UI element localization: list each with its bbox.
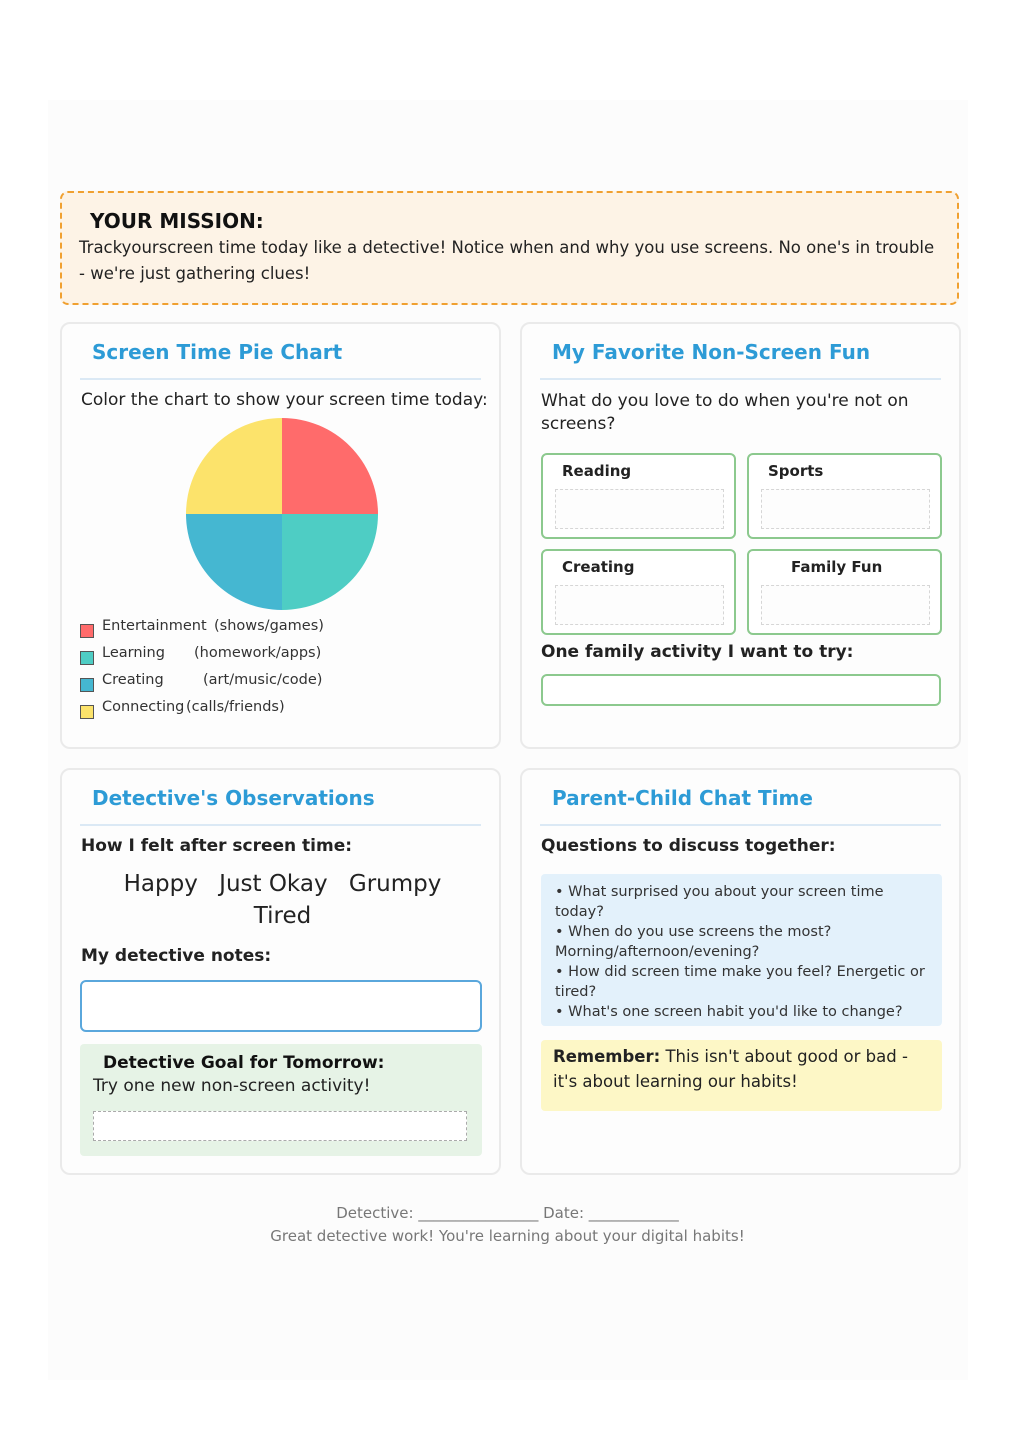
parent-child-chat-card xyxy=(520,768,961,1175)
activity-label: Creating xyxy=(562,558,635,576)
legend-detail: (calls/friends) xyxy=(186,699,285,715)
feeling-tired[interactable]: Tired xyxy=(253,903,312,929)
remember-text: This isn't about good or bad - it's about learning our habits! xyxy=(553,1047,908,1091)
goal-box xyxy=(80,1044,482,1156)
pie-instruction: Color the chart to show your screen time today: xyxy=(81,390,488,410)
detective-notes-field[interactable] xyxy=(80,980,482,1032)
chat-title: Parent-Child Chat Time xyxy=(552,786,813,810)
legend-item xyxy=(80,643,480,670)
activity-write-area[interactable] xyxy=(761,489,930,529)
title-divider xyxy=(540,378,941,380)
activity-box-family-fun xyxy=(747,549,942,635)
pie-slice-learning[interactable] xyxy=(282,514,378,610)
legend-item xyxy=(80,697,480,724)
activity-label: Family Fun xyxy=(791,558,883,576)
chat-subtitle: Questions to discuss together: xyxy=(541,836,836,856)
title-divider xyxy=(540,824,941,826)
activity-write-area[interactable] xyxy=(555,489,724,529)
feeling-just-okay[interactable]: Just Okay xyxy=(219,871,328,897)
pie-slice-connecting[interactable] xyxy=(186,418,282,514)
felt-label: How I felt after screen time: xyxy=(81,836,353,856)
pie-slice-entertainment[interactable] xyxy=(282,418,378,514)
activity-label: Sports xyxy=(768,462,824,480)
screen-time-pie-chart[interactable] xyxy=(184,416,380,612)
legend-item xyxy=(80,616,480,643)
activity-box-reading xyxy=(541,453,736,539)
mission-title: YOUR MISSION: xyxy=(90,209,264,233)
fun-card-title: My Favorite Non-Screen Fun xyxy=(552,340,871,364)
mission-text: Trackyourscreen time today like a detective! Notice when and why you use screens. No one's in trouble - we're just gathering clues! xyxy=(79,238,935,283)
mission-box xyxy=(60,191,959,305)
question-item: • When do you use screens the most? Morning/afternoon/evening? xyxy=(555,924,832,960)
goal-write-area[interactable] xyxy=(93,1111,467,1141)
goal-title: Detective Goal for Tomorrow: xyxy=(103,1053,385,1073)
questions-box xyxy=(541,874,942,1026)
legend-label: Connecting xyxy=(102,699,185,715)
title-divider xyxy=(80,378,481,380)
pie-chart-card xyxy=(60,322,501,749)
family-activity-label: One family activity I want to try: xyxy=(541,642,854,662)
question-item: • What's one screen habit you'd like to change? xyxy=(555,1004,903,1020)
pie-legend xyxy=(80,616,480,724)
title-divider xyxy=(80,824,481,826)
activity-box-creating xyxy=(541,549,736,635)
activity-box-sports xyxy=(747,453,942,539)
remember-note xyxy=(541,1040,942,1111)
footer-message: Great detective work! You're learning about your digital habits! xyxy=(270,1227,745,1245)
notes-label: My detective notes: xyxy=(81,946,272,966)
activity-write-area[interactable] xyxy=(555,585,724,625)
observations-title: Detective's Observations xyxy=(92,786,375,810)
legend-detail: (art/music/code) xyxy=(203,672,323,688)
legend-swatch xyxy=(80,624,94,638)
legend-swatch xyxy=(80,678,94,692)
feeling-grumpy[interactable]: Grumpy xyxy=(348,871,442,897)
legend-swatch xyxy=(80,705,94,719)
legend-label: Creating xyxy=(102,672,164,688)
pie-slice-creating[interactable] xyxy=(186,514,282,610)
legend-detail: (homework/apps) xyxy=(194,645,322,661)
legend-label: Entertainment xyxy=(102,618,207,634)
question-item: • How did screen time make you feel? Energetic or tired? xyxy=(555,964,925,1000)
signature-line: Detective: ________________ Date: ____________ xyxy=(336,1204,679,1222)
activity-label: Reading xyxy=(562,462,632,480)
question-item: • What surprised you about your screen time today? xyxy=(555,884,884,920)
family-activity-field[interactable] xyxy=(541,674,941,706)
fun-question: What do you love to do when you're not on screens? xyxy=(541,391,909,434)
goal-text: Try one new non-screen activity! xyxy=(93,1076,371,1096)
legend-label: Learning xyxy=(102,645,165,661)
pie-card-title: Screen Time Pie Chart xyxy=(92,340,343,364)
observations-card xyxy=(60,768,501,1175)
feelings-options xyxy=(62,868,503,932)
legend-item xyxy=(80,670,480,697)
feeling-happy[interactable]: Happy xyxy=(123,871,198,897)
activity-write-area[interactable] xyxy=(761,585,930,625)
remember-label: Remember: xyxy=(553,1047,661,1066)
non-screen-fun-card xyxy=(520,322,961,749)
legend-detail: (shows/games) xyxy=(214,618,324,634)
legend-swatch xyxy=(80,651,94,665)
